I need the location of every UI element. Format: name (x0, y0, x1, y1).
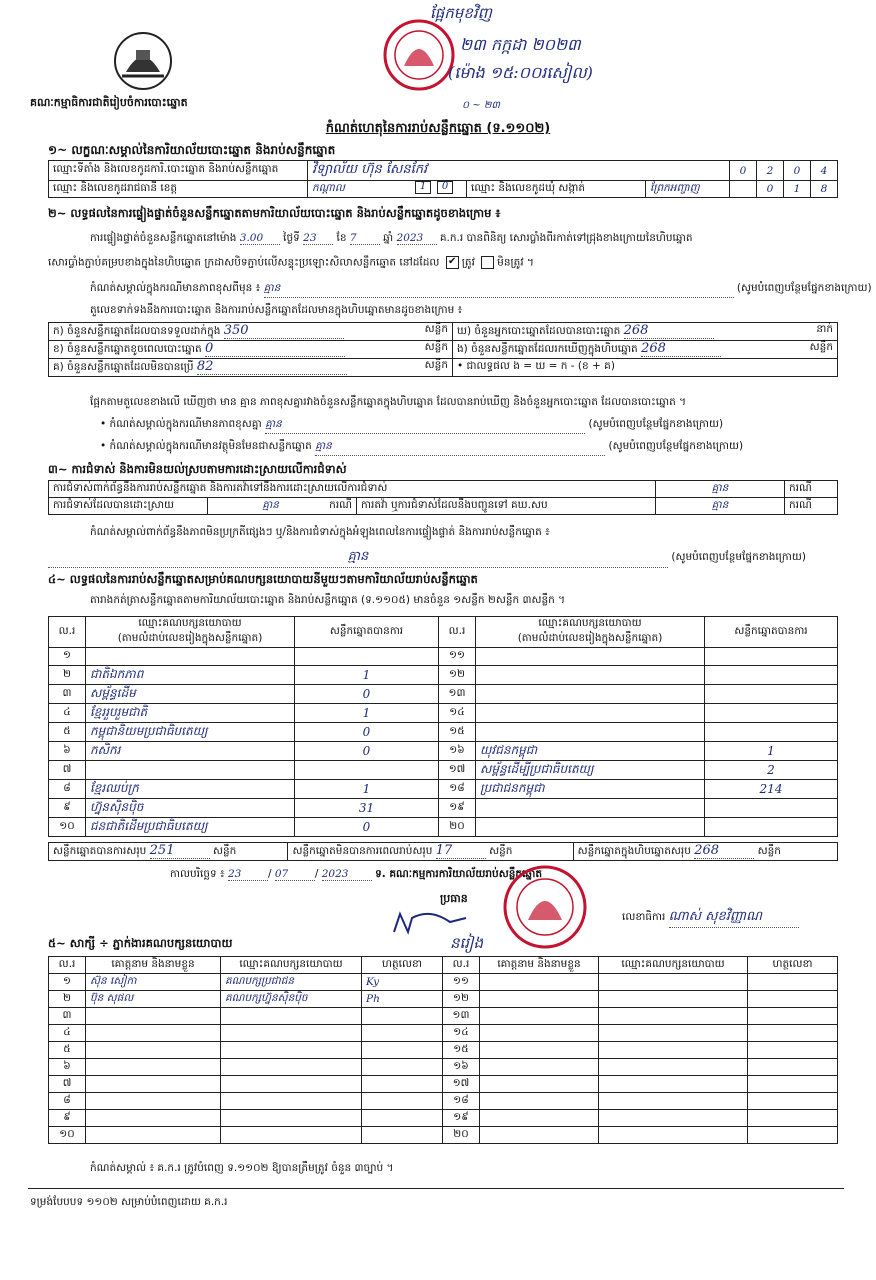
row-number: ១៣ (439, 685, 476, 704)
s3-row1-value: គ្មាន (656, 481, 785, 498)
s5-title: ៥~ សាក្សី ÷ ភ្នាក់ងារគណបក្សនយោបាយ (48, 936, 233, 950)
row-number: ១៣ (443, 1008, 480, 1025)
witness-party (599, 1127, 748, 1144)
witness-party (599, 1025, 748, 1042)
col-party: ឈ្មោះគណបក្សនយោបាយ (តាមលំដាប់លេខរៀងក្នុងសន្លឹកឆ្នោត) (476, 617, 705, 648)
witness-party (599, 991, 748, 1008)
valid-votes: 0 (295, 818, 439, 837)
s2-figures-table (48, 322, 838, 377)
row-number: ១ (49, 974, 86, 991)
valid-votes (705, 799, 838, 818)
s4-sub: តារាងកត់ត្រាសន្លឹកឆ្នោតតាមការិយាល័យបោះឆ្នោត និងរាប់សន្លឹកឆ្នោត (ទ.១១០៥) មានចំនួន ១សន្លឹក ២សន្លឹក ៣សន្លឹក ។ (90, 594, 566, 606)
figures-row: គ) ចំនួនសន្លឹកឆ្នោតដែលមិនបានប្រើ 82 សន្លឹក • ជាលទ្ធផល ង = ឃ = ក - (ខ + គ) (49, 359, 838, 377)
province-code-digit: 0 (437, 181, 453, 194)
col-votes: សន្លឹកឆ្នោតបានការ (295, 617, 439, 648)
party-name: កសិករ (86, 742, 295, 761)
s3-title: ៣~ ការជំទាស់ និងការមិនយល់ស្របតាមការដោះស្រាយលើការជំទាស់ (48, 462, 347, 476)
footer-divider (28, 1188, 844, 1189)
witness-signature (362, 1025, 443, 1042)
witness-party (221, 1110, 362, 1127)
table-row (49, 1110, 838, 1127)
witness-name (86, 1110, 221, 1127)
emblem (112, 30, 174, 92)
s3-row2-value2: គ្មាន (656, 498, 785, 515)
valid-votes: 1 (705, 742, 838, 761)
s1-code-digit: 4 (811, 161, 838, 181)
table-row (49, 818, 838, 837)
witness-signature (362, 1076, 443, 1093)
row-number: ២ (49, 666, 86, 685)
s1-commune: ព្រែកអញ្ចាញ (646, 181, 730, 198)
table-row (49, 991, 838, 1008)
row-number: ៦ (49, 1059, 86, 1076)
witness-name (86, 1042, 221, 1059)
row-number: ៣ (49, 1008, 86, 1025)
committee-stamp (500, 862, 590, 952)
valid-votes (705, 723, 838, 742)
row-number: ៤ (49, 704, 86, 723)
witness-party (221, 1059, 362, 1076)
row-number: ១៧ (443, 1076, 480, 1093)
row-number: ១៨ (443, 1093, 480, 1110)
party-name: ខ្មែរឈប់ក្រ (86, 780, 295, 799)
commune-code-digit: 0 (757, 181, 784, 198)
party-name: សម្ព័ន្ធដើម្បីប្រជាធិបតេយ្យ (476, 761, 705, 780)
witness-party (221, 1093, 362, 1110)
valid-votes: 1 (295, 780, 439, 799)
valid-votes (295, 648, 439, 666)
row-number: ៧ (49, 761, 86, 780)
party-name (86, 761, 295, 780)
witness-name (480, 1008, 599, 1025)
province-code-digit: 1 (415, 181, 431, 194)
org-name: គណៈកម្មាធិការជាតិរៀបចំការបោះឆ្នោត (30, 96, 188, 109)
row-number: ៧ (49, 1076, 86, 1093)
table-row (49, 704, 838, 723)
table-row (49, 742, 838, 761)
valid-votes: 1 (295, 666, 439, 685)
s1-table (48, 160, 838, 198)
witness-signature (362, 1110, 443, 1127)
party-name (476, 666, 705, 685)
s2-title: ២~ លទ្ធផលនៃការផ្ទៀងផ្ទាត់ចំនួនសន្លឹកឆ្នោតតាមការិយាល័យបោះឆ្នោត និងរាប់សន្លឹកឆ្នោតដូចខាងក្រោម ៖ (48, 206, 501, 220)
row-number: ១១ (443, 974, 480, 991)
col-votes: សន្លឹកឆ្នោតបានការ (705, 617, 838, 648)
s1-row1-label: ឈ្មោះទីតាំង និងលេខកូដការិ.បោះឆ្នោត និងរាប់សន្លឹកឆ្នោត (49, 161, 308, 181)
form-title: កំណត់ហេតុនៃការរាប់សន្លឹកឆ្នោត (ទ.១១០២) (325, 121, 551, 136)
party-name: កម្ពុជានិយមប្រជាធិបតេយ្យ (86, 723, 295, 742)
s5-witness-table: ល.រ គោត្តនាម និងនាមខ្លួន ឈ្មោះគណបក្សនយោបាយ ហត្ថលេខា ល.រ គោត្តនាម និងនាមខ្លួន ឈ្មោះគណបក្សនយោបាយ ហត្ថលេខា ១ ស៊ុន សៀកា គណបក្សប្រជាជន Ky ១១ ២ ប៊ុន សុផល គណបក្សហ្វ៊ុនស៊ិនប៉ិច Ph ១២ ៣ ១៣ ៤ ១៤ ៥ ១៥ ៦ ១៦ ៧ ១៧ ៨ ១៨ ៩ ១៩ ១០ ២០ (48, 956, 838, 1144)
witness-signature (748, 1093, 838, 1110)
s2-bullet-1: • កំណត់សម្គាល់ក្នុងករណីមានភាពខុសគ្នា គ្មាន (សូមបំពេញបន្ថែមផ្នែកខាងក្រោយ) (100, 418, 723, 434)
valid-votes: 1 (295, 704, 439, 723)
stamp-date: ២៣ កក្កដា ២០២៣ (460, 35, 581, 54)
s2-p1: ការផ្ទៀងផ្ទាត់ចំនួនសន្លឹកឆ្នោតនៅម៉ោង 3.00 ថ្ងៃទី 23 ខែ 7 ឆ្នាំ 2023 គ.ក.រ បានពិនិត្យ សោរប្លាំងពីរកាត់ទៅជ្រុងខាងក្រោយនៃហិបឆ្នោត (90, 232, 693, 244)
valid-votes: 0 (295, 723, 439, 742)
s2-note: កំណត់សម្គាល់ក្នុងករណីមានភាពខុសពីមុន ៖ គ្មាន (សូមបំពេញបន្ថែមផ្នែកខាងក្រោយ) (90, 282, 872, 298)
secretary: លេខាធិការ ណាស់ សុខវិញ្ញាណ (622, 908, 799, 928)
table-row (49, 1059, 838, 1076)
commune-code-digit: 1 (784, 181, 811, 198)
witness-party: គណបក្សប្រជាជន (221, 974, 362, 991)
unit-label: ករណី (785, 498, 838, 515)
row-number: ១៥ (443, 1042, 480, 1059)
row-number: ៥ (49, 723, 86, 742)
figures-row: ក) ចំនួនសន្លឹកឆ្នោតដែលបានទទួលដាក់ក្នុង 350 សន្លឹក ឃ) ចំនួនអ្នកបោះឆ្នោតដែលបានបោះឆ្នោត 268 នាក់ (49, 323, 838, 341)
witness-signature (748, 1059, 838, 1076)
sum-valid: សន្លឹកឆ្នោតបានការសរុប 251 សន្លឹក (49, 843, 288, 861)
witness-signature (362, 1059, 443, 1076)
row-number: ១៧ (439, 761, 476, 780)
witness-signature (362, 1093, 443, 1110)
party-name: ប្រជាជនកម្ពុជា (476, 780, 705, 799)
s2-p1-line2: សោរប្លាំងភ្ជាប់គម្របខាងក្នុងនៃហិបឆ្នោត ក្រដាសបិទភ្ជាប់លើសន្ទុះប្រឡោះសិលាសន្លឹកឆ្នោត នៅដដែល ✔ ត្រូវ មិនត្រូវ ។ (48, 256, 534, 269)
table-row (49, 1008, 838, 1025)
witness-signature (748, 1025, 838, 1042)
footer-text: ទម្រង់បែបបទ ១១០២ សម្រាប់បំពេញដោយ គ.ក.រ (30, 1196, 228, 1208)
stamp-sub: ០ ~ ២៣ (462, 100, 500, 111)
s1-title: ១~ លក្ខណៈសម្គាល់នៃការិយាល័យបោះឆ្នោត និងរាប់សន្លឹកឆ្នោត (48, 143, 336, 157)
s3-note-value-line: គ្មាន (សូមបំពេញបន្ថែមផ្នែកខាងក្រោយ) (48, 548, 806, 568)
party-name (476, 799, 705, 818)
row-number: ៨ (49, 1093, 86, 1110)
s1-province: កណ្តាល 1 0 (308, 181, 467, 198)
s4-summary (48, 842, 838, 861)
witness-name (480, 974, 599, 991)
witness-party (599, 1093, 748, 1110)
commune-code-digit: 8 (811, 181, 838, 198)
witness-signature (748, 1008, 838, 1025)
valid-votes (705, 818, 838, 837)
s1-commune-label: ឈ្មោះ និងលេខកូដឃុំ សង្កាត់ (467, 181, 646, 198)
witness-party (599, 1110, 748, 1127)
witness-party (221, 1127, 362, 1144)
col-no: ល.រ (49, 617, 86, 648)
s1-row2-label: ឈ្មោះ និងលេខកូដរាជធានី ខេត្ត (49, 181, 308, 198)
s2-bullet-2: • កំណត់សម្គាល់ក្នុងករណីមានវត្ថុមិនមែនជាសន្លឹកឆ្នោត គ្មាន (សូមបំពេញបន្ថែមផ្នែកខាងក្រោយ) (100, 440, 743, 456)
s1-code-digit: 0 (730, 161, 757, 181)
witness-name (480, 1127, 599, 1144)
witness-signature (748, 974, 838, 991)
row-number: ១៥ (439, 723, 476, 742)
table-row (49, 723, 838, 742)
s4-results-table (48, 616, 838, 837)
valid-votes (705, 648, 838, 666)
witness-name (86, 1093, 221, 1110)
witness-name (480, 1025, 599, 1042)
party-name: ជាតិឯកភាព (86, 666, 295, 685)
witness-party (599, 1042, 748, 1059)
party-name: យុវជនកម្ពុជា (476, 742, 705, 761)
valid-votes: 0 (295, 685, 439, 704)
valid-votes: 31 (295, 799, 439, 818)
valid-votes (705, 666, 838, 685)
row-number: ៥ (49, 1042, 86, 1059)
witness-name (86, 1025, 221, 1042)
official-stamp (382, 18, 456, 92)
table-row (49, 1042, 838, 1059)
table-row (49, 780, 838, 799)
row-number: ៨ (49, 780, 86, 799)
party-name: ជនជាតិដើមប្រជាធិបតេយ្យ (86, 818, 295, 837)
row-number: ១៩ (443, 1110, 480, 1127)
row-number: ១០ (49, 1127, 86, 1144)
checkbox-no[interactable] (481, 256, 494, 269)
witness-signature: Ky (362, 974, 443, 991)
table-row (49, 1076, 838, 1093)
witness-party: គណបក្សហ្វ៊ុនស៊ិនប៉ិច (221, 991, 362, 1008)
row-number: ១៦ (443, 1059, 480, 1076)
witness-name (86, 1008, 221, 1025)
witness-name (480, 1110, 599, 1127)
party-name (476, 648, 705, 666)
table-row (49, 974, 838, 991)
s2-year: 2023 (397, 232, 437, 245)
valid-votes (295, 761, 439, 780)
s5-note: កំណត់សម្គាល់ ៖ គ.ក.រ ត្រូវបំពេញ ទ.១១០២ ឱ្យបានត្រឹមត្រូវ ចំនួន ៣ច្បាប់ ។ (90, 1162, 394, 1174)
witness-signature (748, 1110, 838, 1127)
row-number: ១១ (439, 648, 476, 666)
s3-row2-label2: ការតវ៉ា ឬការជំទាស់ដែលនឹងបញ្ជូនទៅ គឃ.សប (357, 498, 656, 515)
witness-name (86, 1127, 221, 1144)
figures-row: ខ) ចំនួនសន្លឹកឆ្នោតខូចពេលបោះឆ្នោត 0 សន្លឹក ង) ចំនួនសន្លឹកឆ្នោតដែលរកឃើញក្នុងហិបឆ្នោត 268 សន្លឹក (49, 341, 838, 359)
witness-name (480, 1076, 599, 1093)
witness-signature (362, 1008, 443, 1025)
stamp-time: (ម៉ោង ១៥:០០រសៀល) (448, 63, 593, 82)
col-party: ឈ្មោះគណបក្សនយោបាយ (តាមលំដាប់លេខរៀងក្នុងសន្លឹកឆ្នោត) (86, 617, 295, 648)
unit-label: ករណី (785, 481, 838, 498)
row-number: ១ (49, 648, 86, 666)
s2-day: 23 (303, 232, 333, 245)
s4-date-line: កាលបរិច្ឆេទ ៖ 23 / 07 / 2023 ទ. គណៈកម្មការការិយាល័យរាប់សន្លឹកឆ្នោត (170, 868, 543, 880)
witness-name (480, 1042, 599, 1059)
s4-title: ៤~ លទ្ធផលនៃការរាប់សន្លឹកឆ្នោតសម្រាប់គណបក្សនយោបាយនីមួយៗតាមការិយាល័យរាប់សន្លឹកឆ្នោត (48, 572, 478, 586)
row-number: ១៩ (439, 799, 476, 818)
table-row (49, 648, 838, 666)
s3-row1-label: ការជំទាស់ពាក់ព័ន្ធនឹងការរាប់សន្លឹកឆ្នោត និងការតវ៉ាទៅនឹងការដោះស្រាយលើការជំទាស់ (49, 481, 656, 498)
table-row (49, 1127, 838, 1144)
s2-month: 7 (350, 232, 380, 245)
witness-party (221, 1025, 362, 1042)
party-name: សម្ព័ន្ធដើម (86, 685, 295, 704)
witness-name (86, 1076, 221, 1093)
witness-party (221, 1008, 362, 1025)
row-number: ១២ (443, 991, 480, 1008)
party-name: ខ្មែររួបរួមជាតិ (86, 704, 295, 723)
party-name: ហ្វ៊ុនស៊ិនប៉ិច (86, 799, 295, 818)
valid-votes: 0 (295, 742, 439, 761)
s2-sub-head: តួលេខទាក់ទងនឹងការបោះឆ្នោត និងការរាប់សន្លឹកឆ្នោតដែលមានក្នុងហិបឆ្នោតមានដូចខាងក្រោម ៖ (90, 304, 463, 316)
witness-signature: Ph (362, 991, 443, 1008)
witness-signature (748, 1042, 838, 1059)
witness-party (221, 1042, 362, 1059)
sum-invalid: សន្លឹកឆ្នោតមិនបានការពេលរាប់សរុប 17 សន្លឹក (288, 843, 573, 861)
s1-row1-value: វិទ្យាល័យ ហ៊ុន សែនកែវ (308, 161, 730, 181)
row-number: ៤ (49, 1025, 86, 1042)
valid-votes: 214 (705, 780, 838, 799)
witness-signature (748, 991, 838, 1008)
table-row (49, 1025, 838, 1042)
row-number: ២០ (439, 818, 476, 837)
row-number: ១០ (49, 818, 86, 837)
witness-party (599, 1059, 748, 1076)
s1-code-digit: 0 (784, 161, 811, 181)
row-number: ១២ (439, 666, 476, 685)
s2-check-line: ផ្អែកតាមតួលេខខាងលើ ឃើញថា មាន គ្មាន ភាពខុសគ្នារវាងចំនួនសន្លឹកឆ្នោតក្នុងហិបឆ្នោត ដែលបានរាប់ឃើញ និងចំនួនអ្នកបោះឆ្នោត ដែលបានបោះឆ្នោត ។ (90, 396, 687, 408)
table-row (49, 685, 838, 704)
row-number: ៣ (49, 685, 86, 704)
party-name (476, 723, 705, 742)
row-number: ១៤ (439, 704, 476, 723)
stamp-note: ផ្អែកមុខវិញ (430, 4, 492, 22)
witness-signature (748, 1076, 838, 1093)
witness-name (480, 1093, 599, 1110)
witness-signature (362, 1042, 443, 1059)
checkbox-yes[interactable]: ✔ (446, 256, 459, 269)
witness-signature (748, 1127, 838, 1144)
col-no: ល.រ (439, 617, 476, 648)
row-number: ៦ (49, 742, 86, 761)
s2-time: 3.00 (240, 232, 280, 245)
chair-name: នរៀង (450, 934, 484, 952)
row-number: ៩ (49, 1110, 86, 1127)
valid-votes: 2 (705, 761, 838, 780)
chair-label: ប្រធាន (440, 892, 468, 905)
witness-name (480, 1059, 599, 1076)
party-name (476, 685, 705, 704)
valid-votes (705, 685, 838, 704)
table-row (49, 666, 838, 685)
s1-code-digit: 2 (757, 161, 784, 181)
witness-signature (362, 1127, 443, 1144)
sum-total: សន្លឹកឆ្នោតក្នុងហិបឆ្នោតសរុប 268 សន្លឹក (573, 843, 837, 861)
witness-name (480, 991, 599, 1008)
table-row (49, 761, 838, 780)
valid-votes (705, 704, 838, 723)
witness-party (599, 1008, 748, 1025)
witness-name (86, 1059, 221, 1076)
row-number: ២០ (443, 1127, 480, 1144)
party-name (86, 648, 295, 666)
s3-row2-value: គ្មាន ករណី (208, 498, 357, 515)
witness-party (221, 1076, 362, 1093)
witness-party (599, 974, 748, 991)
row-number: ១៨ (439, 780, 476, 799)
party-name (476, 818, 705, 837)
row-number: ២ (49, 991, 86, 1008)
row-number: ៩ (49, 799, 86, 818)
row-number: ១៦ (439, 742, 476, 761)
witness-name: ប៊ុន សុផល (86, 991, 221, 1008)
row-number: ១៤ (443, 1025, 480, 1042)
witness-name: ស៊ុន សៀកា (86, 974, 221, 991)
witness-party (599, 1076, 748, 1093)
party-name (476, 704, 705, 723)
s3-note: កំណត់សម្គាល់ពាក់ព័ន្ធនឹងភាពមិនប្រក្រតីផ្សេងៗ ឬ/និងការជំទាស់ក្នុងអំឡុងពេលនៃការផ្ទៀងផ្ទាត់ និងការរាប់សន្លឹកឆ្នោត ៖ (90, 526, 550, 538)
s3-table (48, 480, 838, 515)
table-row (49, 1093, 838, 1110)
s3-row2-label: ការជំទាស់ដែលបានដោះស្រាយ (49, 498, 208, 515)
table-row (49, 799, 838, 818)
